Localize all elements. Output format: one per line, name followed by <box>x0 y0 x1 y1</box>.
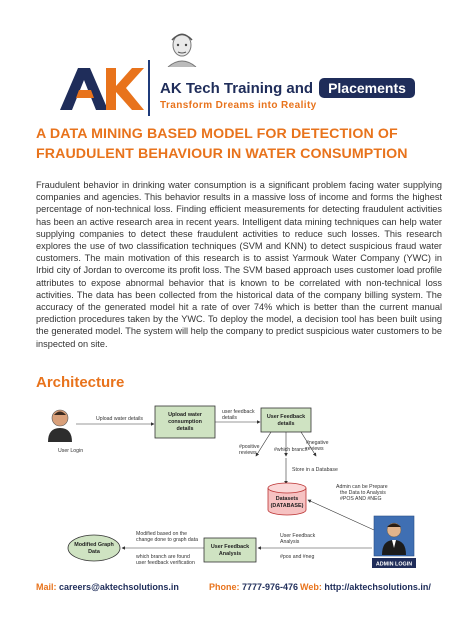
tagline: Transform Dreams into Reality <box>160 100 317 111</box>
modified-based-line-2: change done to graph data <box>136 537 199 543</box>
negative-reviews-line-1: #negative <box>306 440 329 446</box>
web-link[interactable]: http://aktechsolutions.in/ <box>324 582 431 592</box>
datasets-line-1: Datasets <box>275 496 299 502</box>
feedback-edge-line-1: user feedback <box>222 409 255 415</box>
modified-graph-line-1: Modified Graph <box>74 542 114 548</box>
web-group <box>300 582 431 592</box>
feedback-analysis-box <box>204 538 256 562</box>
verify-line-2: user feedback verification <box>136 560 195 566</box>
document-title: A DATA MINING BASED MODEL FOR DETECTION OF FRAUDULENT BEHAVIOUR IN WATER CONSUMPTION <box>36 126 408 162</box>
admin-note-line-1: Admin can be Prepare <box>336 484 388 490</box>
store-label: Store in a Database <box>292 467 338 473</box>
architecture-heading: Architecture <box>36 374 125 391</box>
modified-graph-node <box>68 535 120 561</box>
analysis-edge-line-2: Analysis <box>280 539 300 545</box>
admin-login-label: ADMIN LOGIN <box>375 561 413 568</box>
analysis-edge-line-1: User Feedback <box>280 533 316 539</box>
user-feedback-box <box>261 408 311 432</box>
admin-edge <box>308 500 374 530</box>
modified-graph-line-2: Data <box>88 549 100 555</box>
admin-icon <box>374 516 414 556</box>
upload-box-line-2: consumption <box>168 419 202 425</box>
verify-line-1: which branch are found <box>136 554 190 560</box>
upload-edge-label: Upload water details <box>96 416 144 422</box>
admin-note-line-3: #POS AND #NEG <box>340 496 382 502</box>
negative-reviews-line-2: reviews <box>306 446 324 452</box>
mail-group <box>36 582 179 592</box>
brand-line <box>160 78 415 98</box>
phone-link[interactable]: 7777-976-476 <box>242 582 299 592</box>
mail-label: Mail: <box>36 582 57 592</box>
feedback-box-line-1: User Feedback <box>266 414 306 420</box>
feedback-box-line-2: details <box>277 421 295 427</box>
architecture-diagram <box>36 392 440 580</box>
positive-reviews-line-1: #positive <box>239 444 260 450</box>
feedback-edge-line-2: details <box>222 415 237 421</box>
founder-portrait-icon <box>162 27 202 67</box>
mail-link[interactable]: careers@aktechsolutions.in <box>59 582 179 592</box>
phone-label: Phone: <box>209 582 240 592</box>
contact-footer <box>0 582 474 596</box>
web-label: Web: <box>300 582 322 592</box>
user-icon <box>48 410 72 442</box>
analysis-box-line-1: User Feedback <box>210 544 250 550</box>
user-login-label: User Login <box>58 448 84 454</box>
modified-based-line-1: Modified based on the <box>136 531 188 537</box>
analysis-box-line-2: Analysis <box>218 551 242 557</box>
brand-logo <box>54 64 144 112</box>
brand-name: AK Tech Training and <box>160 79 314 97</box>
pos-neg-label: #pos and #neg <box>280 554 315 560</box>
upload-box-line-3: details <box>176 426 194 432</box>
admin-note-line-2: the Data to Analysis <box>340 490 386 496</box>
datasets-line-2: (DATABASE) <box>270 503 304 509</box>
logo-divider <box>148 60 150 116</box>
phone-group <box>209 582 298 592</box>
brand-pill: Placements <box>319 78 415 98</box>
abstract-paragraph: Fraudulent behavior in drinking water consumption is a significant problem facing water supplying companies and agencies. This behavior results in a massive loss of income and forms the highest percentage of non-technical loss. Finding efficient measurements for detecting fraudulent activities has been an active research area in recent years. Intelligent data mining techniques can help water supplying companies to detect these fraudulent activities to reduce such losses. This research explores the use of two classification techniques (SVM and KNN) to detect suspicious fraud water customers. The main motivation of this research is to assist Yarmouk Water Company (YWC) in Irbid city of Jordan to overcome its profit loss. The SVM based approach uses customer load profile attributes to expose abnormal behavior that is known to be correlated with non-technical loss activities. The data has been collected from the historical data of the company billing system. The accuracy of the generated model hit a rate of over 74% which is better than the current manual prediction procedures taken by the YWC. To deploy the model, a decision tool has been built using the generated model. The system will help the company to predict suspicious water customers to be inspected on site. <box>36 180 442 349</box>
which-branch-label: #which branch <box>274 447 308 453</box>
upload-box-line-1: Upload water <box>168 412 202 418</box>
positive-reviews-line-2: reviews <box>239 450 257 456</box>
